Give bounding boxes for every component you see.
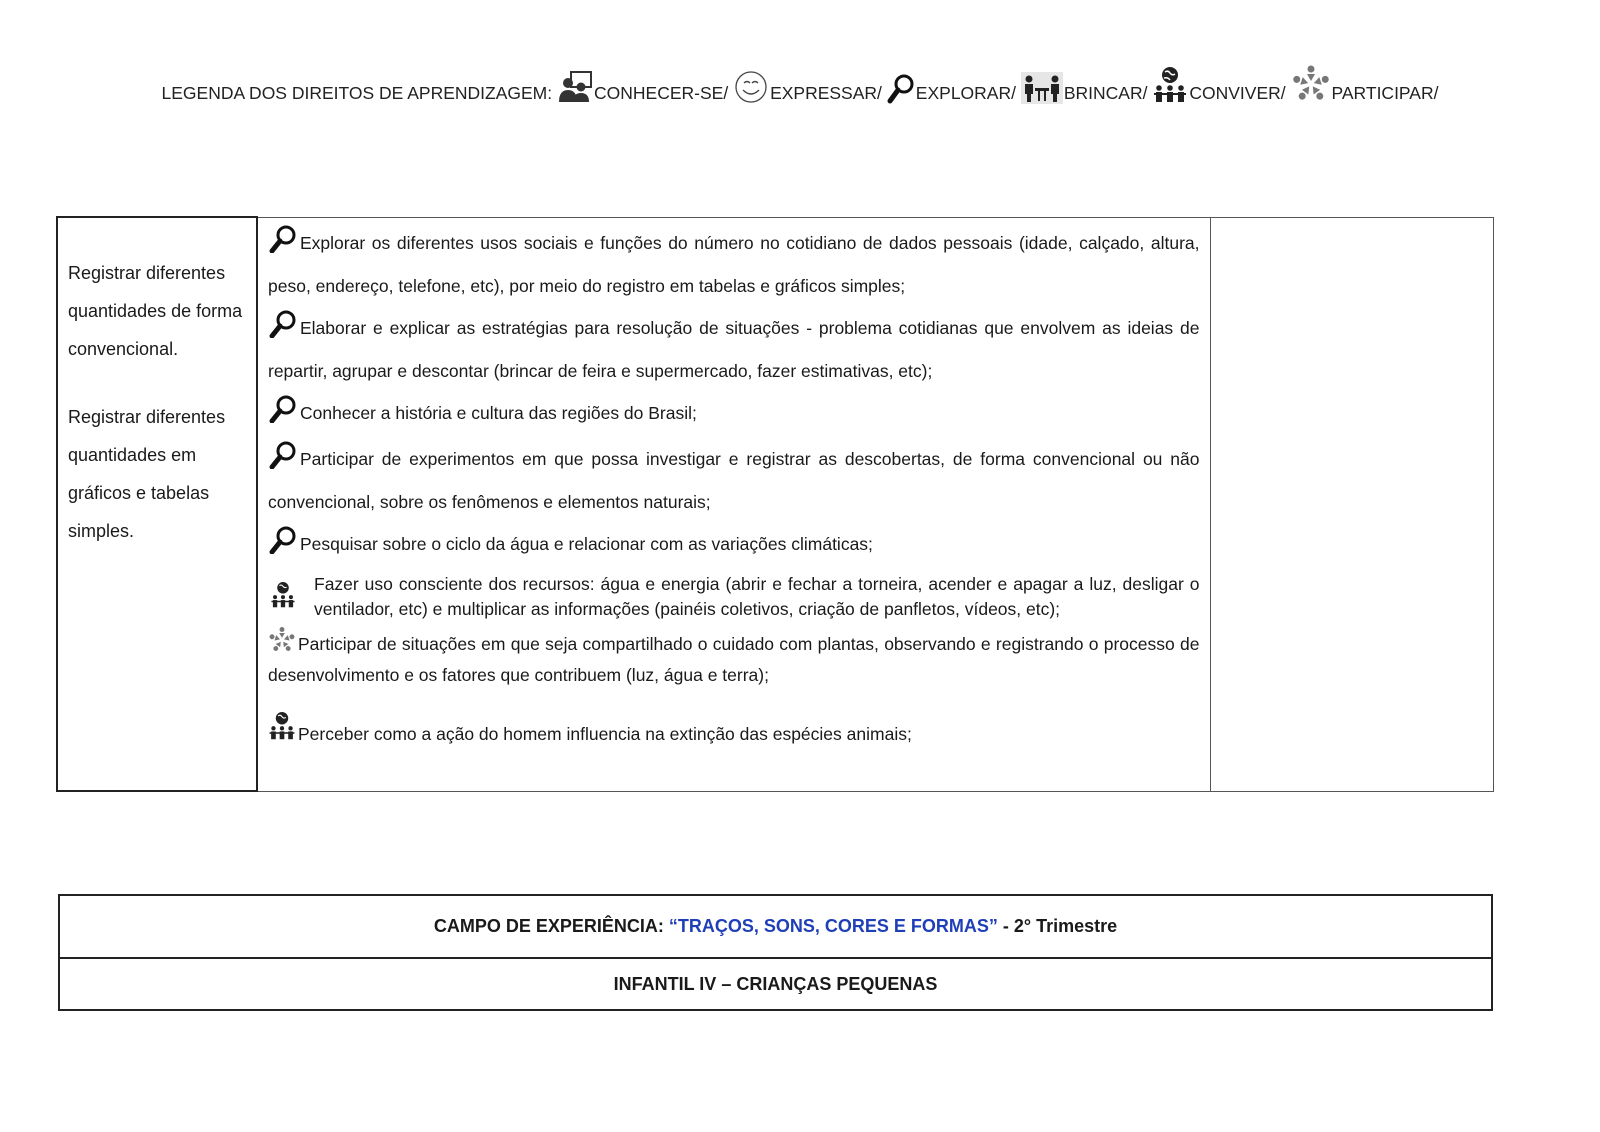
magnifier-icon [268,441,298,483]
activity-item [268,624,1200,688]
children-playing-icon [1021,72,1063,104]
globe-people-icon [268,710,296,749]
legend-label-brincar: BRINCAR/ [1063,83,1148,103]
campo-suffix: - 2° Trimestre [997,916,1118,936]
magnifier-icon [887,74,915,104]
activity-text: Explorar os diferentes usos sociais e funções do número no cotidiano de dados pessoais (idade, calçado, altura, peso, endereço, telefone, etc), por meio do registro em tabelas e gráficos simples; [268,232,1200,296]
activity-item [268,309,1200,391]
magnifier-icon [268,526,298,568]
campo-name: “TRAÇOS, SONS, CORES E FORMAS” [668,916,998,936]
legend-label-conhecer: CONHECER-SE/ [594,83,729,103]
activity-text: Pesquisar sobre o ciclo da água e relacionar com as variações climáticas; [300,533,873,554]
magnifier-icon [268,395,298,437]
activity-item [268,394,1200,437]
campo-experiencia-heading [59,895,1492,958]
empty-cell [1210,217,1493,791]
magnifier-icon [268,225,298,267]
activity-text: Conhecer a história e cultura das regiões do Brasil; [300,402,697,423]
group-heading: INFANTIL IV – CRIANÇAS PEQUENAS [59,958,1492,1010]
campo-label: CAMPO DE EXPERIÊNCIA: [433,916,664,936]
circle-people-icon [268,624,296,663]
objective-2: Registrar diferentes quantidades em gráficos e tabelas simples. [68,407,226,541]
legend-prefix: LEGENDA DOS DIREITOS DE APRENDIZAGEM: [161,83,553,103]
objectives-activities-table [56,216,1494,792]
legend-label-participar: PARTICIPAR/ [1331,83,1439,103]
activity-item [268,440,1200,522]
smiley-icon [733,70,769,104]
legend-label-explorar: EXPLORAR/ [915,83,1016,103]
activity-text: Perceber como a ação do homem influencia na extinção das espécies animais; [298,723,912,744]
objectives-cell [57,217,257,791]
activity-text: Participar de situações em que seja compartilhado o cuidado com plantas, observando e registrando o processo de desenvolvimento e os fatores que contribuem (luz, água e terra); [268,633,1200,685]
globe-people-icon [270,580,296,617]
globe-people-icon [1152,66,1188,104]
circle-people-icon [1291,64,1331,104]
legend-label-conviver: CONVIVER/ [1189,83,1286,103]
activity-text: Participar de experimentos em que possa investigar e registrar as descobertas, de forma convencional ou não convencional, sobre os fenômenos e elementos naturais; [268,448,1200,512]
activity-item [268,525,1200,568]
activities-cell [257,217,1210,791]
learning-rights-legend [0,64,1600,104]
activity-text: Elaborar e explicar as estratégias para resolução de situações - problema cotidianas que envolvem as ideias de repartir, agrupar e descontar (brincar de feira e supermercado, fazer estimativas, etc); [268,317,1200,381]
activity-item [268,224,1200,306]
campo-experiencia-table [58,894,1493,1011]
legend-label-expressar: EXPRESSAR/ [770,83,882,103]
activity-item [268,710,1200,749]
activity-text: Fazer uso consciente dos recursos: água e energia (abrir e fechar a torneira, acender e apagar a luz, desligar o ventilador, etc) e multiplicar as informações (painéis coletivos, criação de panfletos, vídeos, etc); [314,573,1200,619]
people-board-icon [557,70,593,104]
magnifier-icon [268,310,298,352]
objective-1: Registrar diferentes quantidades de forma convencional. [68,263,243,359]
activity-item [268,572,1200,622]
